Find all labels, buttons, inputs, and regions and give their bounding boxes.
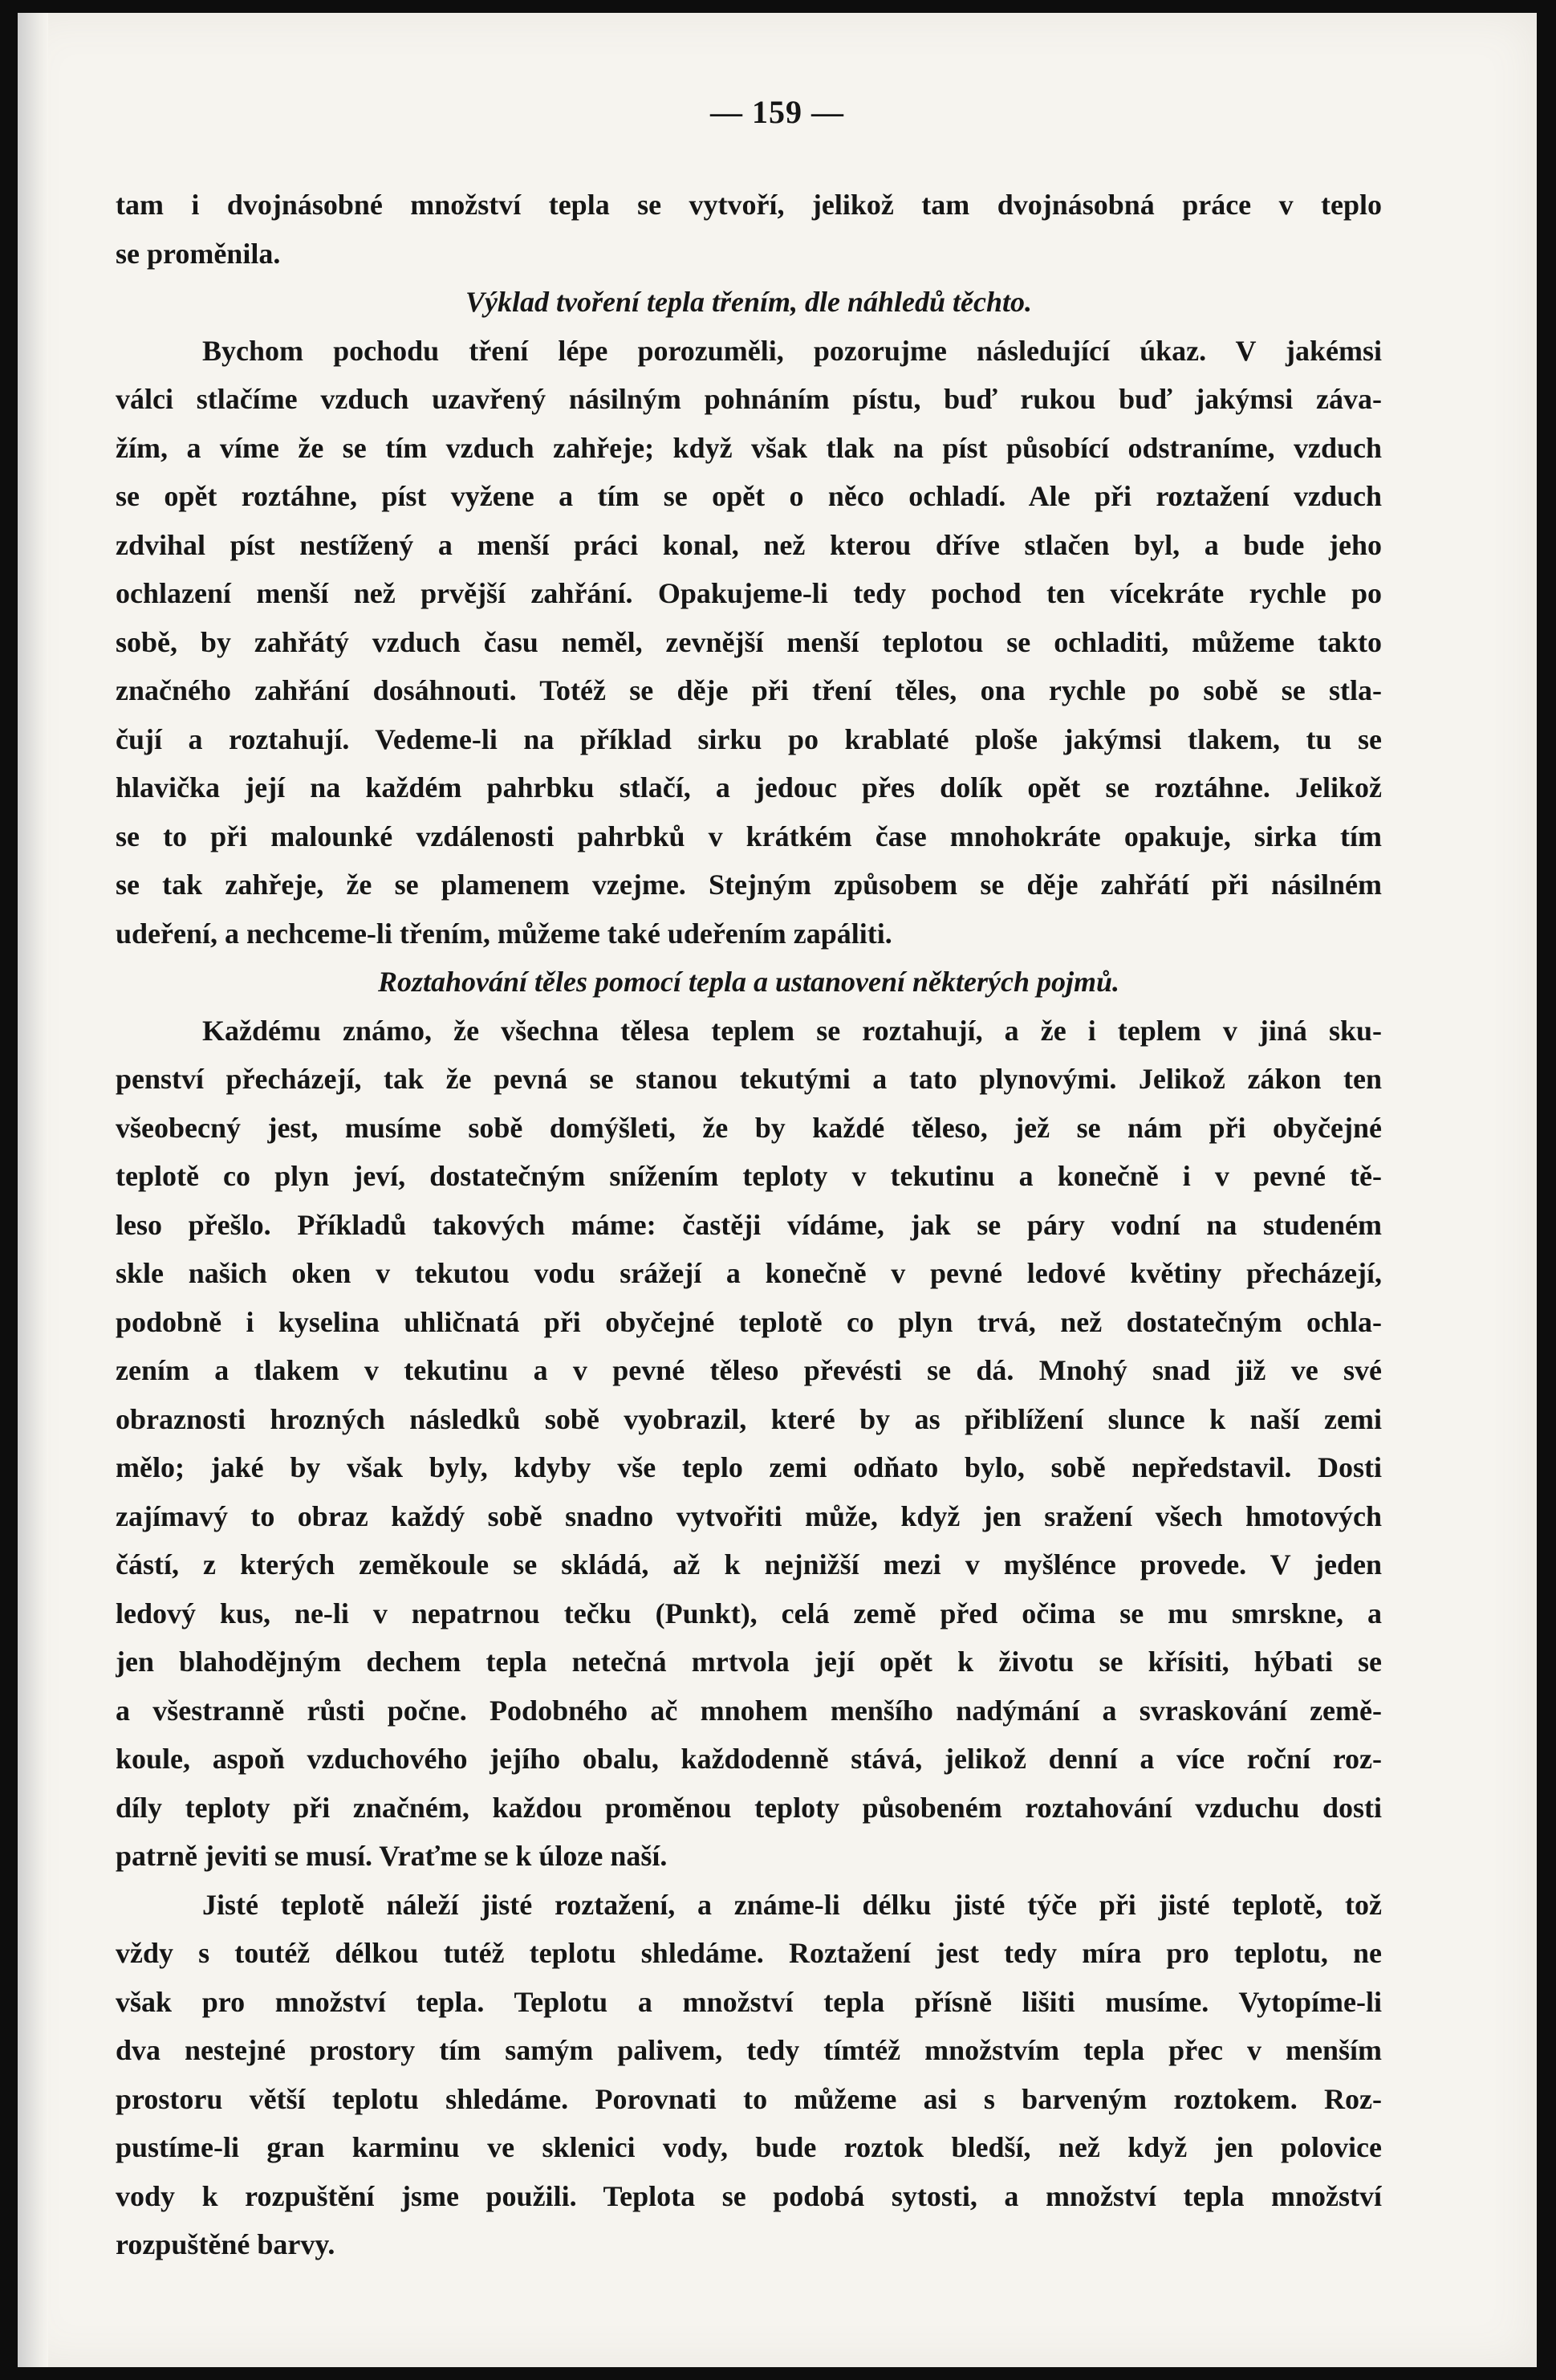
text-line: jen blahodějným dechem tepla netečná mrtvola její opět k životu se křísiti, hýbati se [116, 1646, 1382, 1678]
text-line: ledový kus, ne-li v nepatrnou tečku (Punkt), celá země před očima se mu smrskne, a [116, 1597, 1382, 1629]
page-gutter-shadow [18, 13, 48, 2367]
section-heading: Výklad tvoření tepla třením, dle náhledů těchto. [465, 286, 1032, 318]
text-line: značného zahřání dosáhnouti. Totéž se děje při tření těles, ona rychle po sobě se stla- [116, 674, 1382, 706]
text-line: koule, aspoň vzduchového jejího obalu, každodenně stává, jelikož denní a více roční roz- [116, 1743, 1382, 1775]
text-line: teplotě co plyn jeví, dostatečným snížením teploty v tekutinu a konečně i v pevné tě- [116, 1160, 1382, 1192]
text-line: však pro množství tepla. Teplotu a množství tepla přísně lišiti musíme. Vytopíme-li [116, 1985, 1382, 2018]
text-line: podobně i kyselina uhličnatá při obyčejné teplotě co plyn trvá, než dostatečným ochla- [116, 1305, 1382, 1338]
text-line: ochlazení menší než prvější zahřání. Opakujeme-li tedy pochod ten vícekráte rychle po [116, 577, 1382, 609]
text-line: obraznosti hrozných následků sobě vyobrazil, které by as přiblížení slunce k naší zemi [116, 1402, 1382, 1435]
text-line: zajímavý to obraz každý sobě snadno vytvořiti může, když jen sražení všech hmotových [116, 1499, 1382, 1532]
text-line: mělo; jaké by však byly, kdyby vše teplo zemi odňato bylo, sobě nepředstavil. Dosti [116, 1451, 1382, 1483]
text-line: Každému známo, že všechna tělesa teplem se roztahují, a že i teplem v jiná sku- [202, 1014, 1382, 1047]
text-line: leso přešlo. Příkladů takových máme: častěji vídáme, jak se páry vodní na studeném [116, 1208, 1382, 1241]
text-line: válci stlačíme vzduch uzavřený násilným pohnáním pístu, buď rukou buď jakýmsi záva- [116, 383, 1382, 415]
text-line: penství přecházejí, tak že pevná se stanou tekutými a tato plynovými. Jelikož zákon ten [116, 1063, 1382, 1095]
text-line: tam i dvojnásobné množství tepla se vytvoří, jelikož tam dvojnásobná práce v teplo [116, 189, 1382, 221]
text-line: dva nestejné prostory tím samým palivem, tedy tímtéž množstvím tepla přec v menším [116, 2034, 1382, 2066]
text-line: patrně jeviti se musí. Vraťme se k úloze naší. [116, 1840, 668, 1872]
text-line: se tak zahřeje, že se plamenem vzejme. Stejným způsobem se děje zahřátí při násilném [116, 869, 1382, 901]
section-heading: Roztahování těles pomocí tepla a ustanovení některých pojmů. [377, 966, 1119, 998]
text-line: a všestranně růsti počne. Podobného ač mnohem menšího nadýmání a svraskování země- [116, 1694, 1382, 1727]
text-line: pustíme-li gran karminu ve sklenici vody, bude roztok bledší, než když jen polovice [116, 2131, 1382, 2163]
text-line: Bychom pochodu tření lépe porozuměli, pozorujme následující úkaz. V jakémsi [202, 334, 1382, 367]
text-line: vody k rozpuštění jsme použili. Teplota se podobá sytosti, a množství tepla množství [116, 2179, 1382, 2212]
page-text-body [116, 181, 1382, 2269]
text-line: díly teploty při značném, každou proměnou teploty působeném roztahování vzduchu dosti [116, 1791, 1382, 1824]
text-line: čují a roztahují. Vedeme-li na příklad sirku po krablaté ploše jakýmsi tlakem, tu se [116, 722, 1382, 755]
text-line: se to při malounké vzdálenosti pahrbků v krátkém čase mnohokráte opakuje, sirka tím [116, 820, 1382, 852]
page-number: — 159 — [710, 94, 844, 130]
book-page [18, 13, 1537, 2367]
text-line: skle našich oken v tekutou vodu srážejí a konečně v pevné ledové květiny přecházejí, [116, 1257, 1382, 1289]
text-line: se opět roztáhne, píst vyžene a tím se opět o něco ochladí. Ale při roztažení vzduch [116, 480, 1382, 512]
text-line: všeobecný jest, musíme sobě domýšleti, že by každé těleso, jež se nám při obyčejné [116, 1111, 1382, 1144]
text-line: sobě, by zahřátý vzduch času neměl, zevnější menší teplotou se ochladiti, můžeme takto [116, 625, 1382, 658]
text-line: Jisté teplotě náleží jisté roztažení, a známe-li délku jisté týče při jisté teplotě, tož [202, 1888, 1382, 1921]
text-line: zením a tlakem v tekutinu a v pevné těleso převésti se dá. Mnohý snad již ve své [116, 1354, 1382, 1386]
text-line: částí, z kterých zeměkoule se skládá, až k nejnižší mezi v myšlénce provede. V jeden [116, 1548, 1382, 1581]
text-line: zdvihal píst nestížený a menší práci konal, než kterou dříve stlačen byl, a bude jeho [116, 528, 1382, 561]
text-line: se proměnila. [116, 237, 281, 270]
text-line: hlavička její na každém pahrbku stlačí, a jedouc přes dolík opět se roztáhne. Jelikož [116, 771, 1382, 804]
text-line: udeření, a nechceme-li třením, můžeme také udeřením zapáliti. [116, 917, 892, 950]
text-line: prostoru větší teplotu shledáme. Porovnati to můžeme asi s barveným roztokem. Roz- [116, 2082, 1382, 2115]
text-line: rozpuštěné barvy. [116, 2228, 335, 2260]
text-line: vždy s toutéž délkou tutéž teplotu shledáme. Roztažení jest tedy míra pro teplotu, ne [116, 1937, 1382, 1969]
text-line: žím, a víme že se tím vzduch zahřeje; když však tlak na píst působící odstraníme, vzduch [116, 431, 1382, 464]
